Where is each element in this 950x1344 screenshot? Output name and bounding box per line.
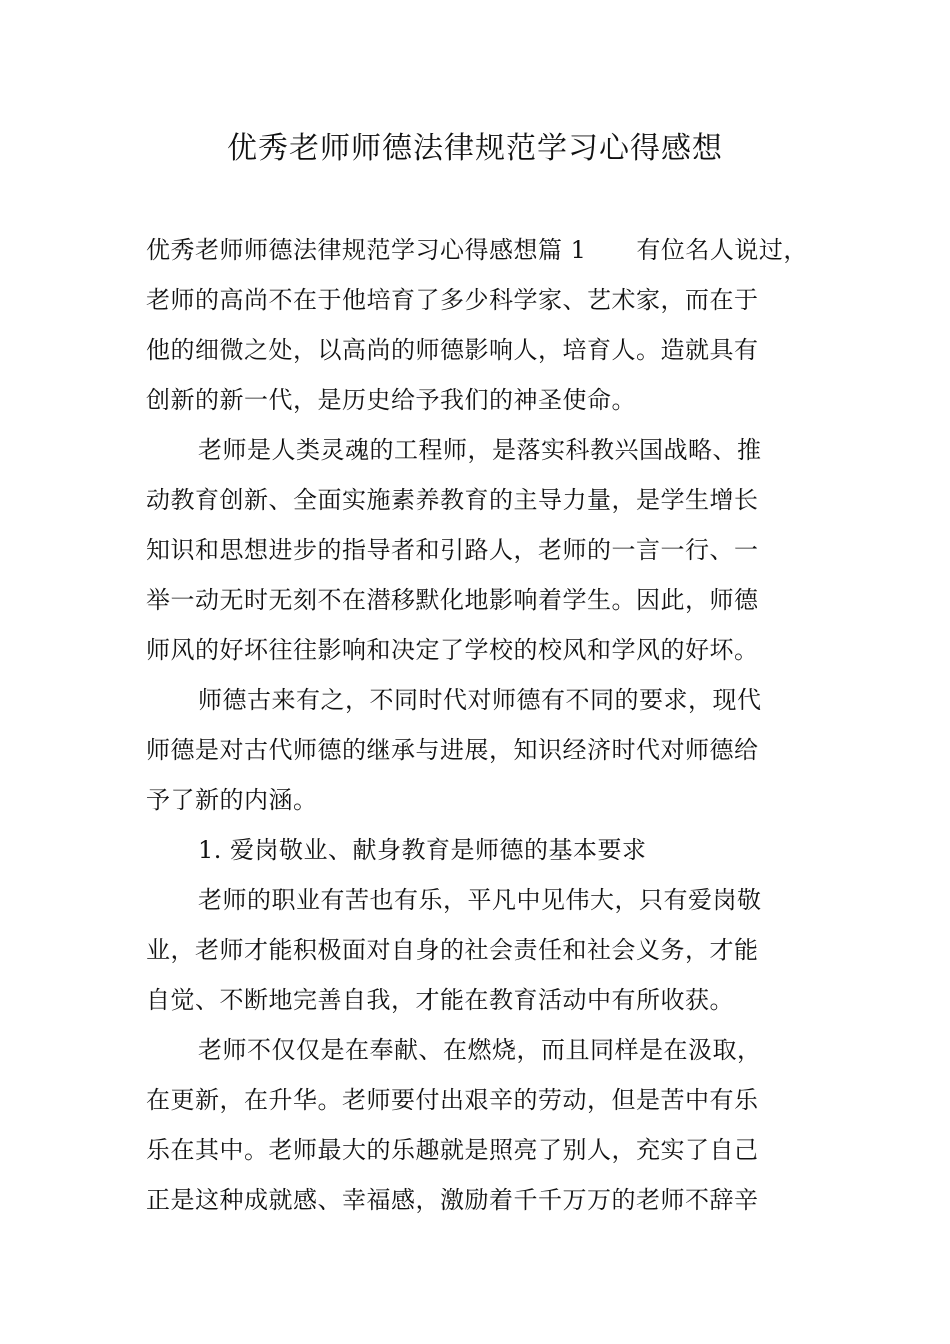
text-line: 老师不仅仅是在奉献、在燃烧，而且同样是在汲取， [198, 1036, 762, 1064]
text-line-heading [146, 225, 810, 275]
document-body [146, 225, 810, 1225]
text-line: 他的细微之处，以高尚的师德影响人，培育人。造就具有 [146, 336, 759, 364]
text-line: 老师是人类灵魂的工程师，是落实科教兴国战略、推 [198, 436, 762, 464]
document-title: 优秀老师师德法律规范学习心得感想 [227, 131, 723, 166]
paragraph-start: 有位名人说过， [636, 236, 808, 264]
text-line: 创新的新一代，是历史给予我们的神圣使命。 [146, 386, 636, 414]
text-line: 正是这种成就感、幸福感，激励着千千万万的老师不辞辛 [146, 1186, 759, 1214]
text-line: 举一动无时无刻不在潜移默化地影响着学生。因此，师德 [146, 586, 759, 614]
text-line: 师德古来有之，不同时代对师德有不同的要求，现代 [198, 686, 762, 714]
text-line: 动教育创新、全面实施素养教育的主导力量，是学生增长 [146, 486, 759, 514]
numbered-subheading: 1. 爱岗敬业、献身教育是师德的基本要求 [198, 836, 647, 864]
text-line: 业，老师才能积极面对自身的社会责任和社会义务，才能 [146, 936, 759, 964]
text-line: 老师的职业有苦也有乐，平凡中见伟大，只有爱岗敬 [198, 886, 762, 914]
text-line: 予了新的内涵。 [146, 786, 318, 814]
text-line: 师风的好坏往往影响和决定了学校的校风和学风的好坏。 [146, 636, 759, 664]
text-line: 师德是对古代师德的继承与进展，知识经济时代对师德给 [146, 736, 759, 764]
text-line: 知识和思想进步的指导者和引路人，老师的一言一行、一 [146, 536, 759, 564]
text-line: 乐在其中。老师最大的乐趣就是照亮了别人，充实了自己 [146, 1136, 759, 1164]
text-line: 老师的高尚不在于他培育了多少科学家、艺术家，而在于 [146, 286, 759, 314]
text-line: 在更新，在升华。老师要付出艰辛的劳动，但是苦中有乐 [146, 1086, 759, 1114]
text-line: 自觉、不断地完善自我，才能在教育活动中有所收获。 [146, 986, 734, 1014]
section-heading: 优秀老师师德法律规范学习心得感想篇 1 [146, 236, 587, 264]
